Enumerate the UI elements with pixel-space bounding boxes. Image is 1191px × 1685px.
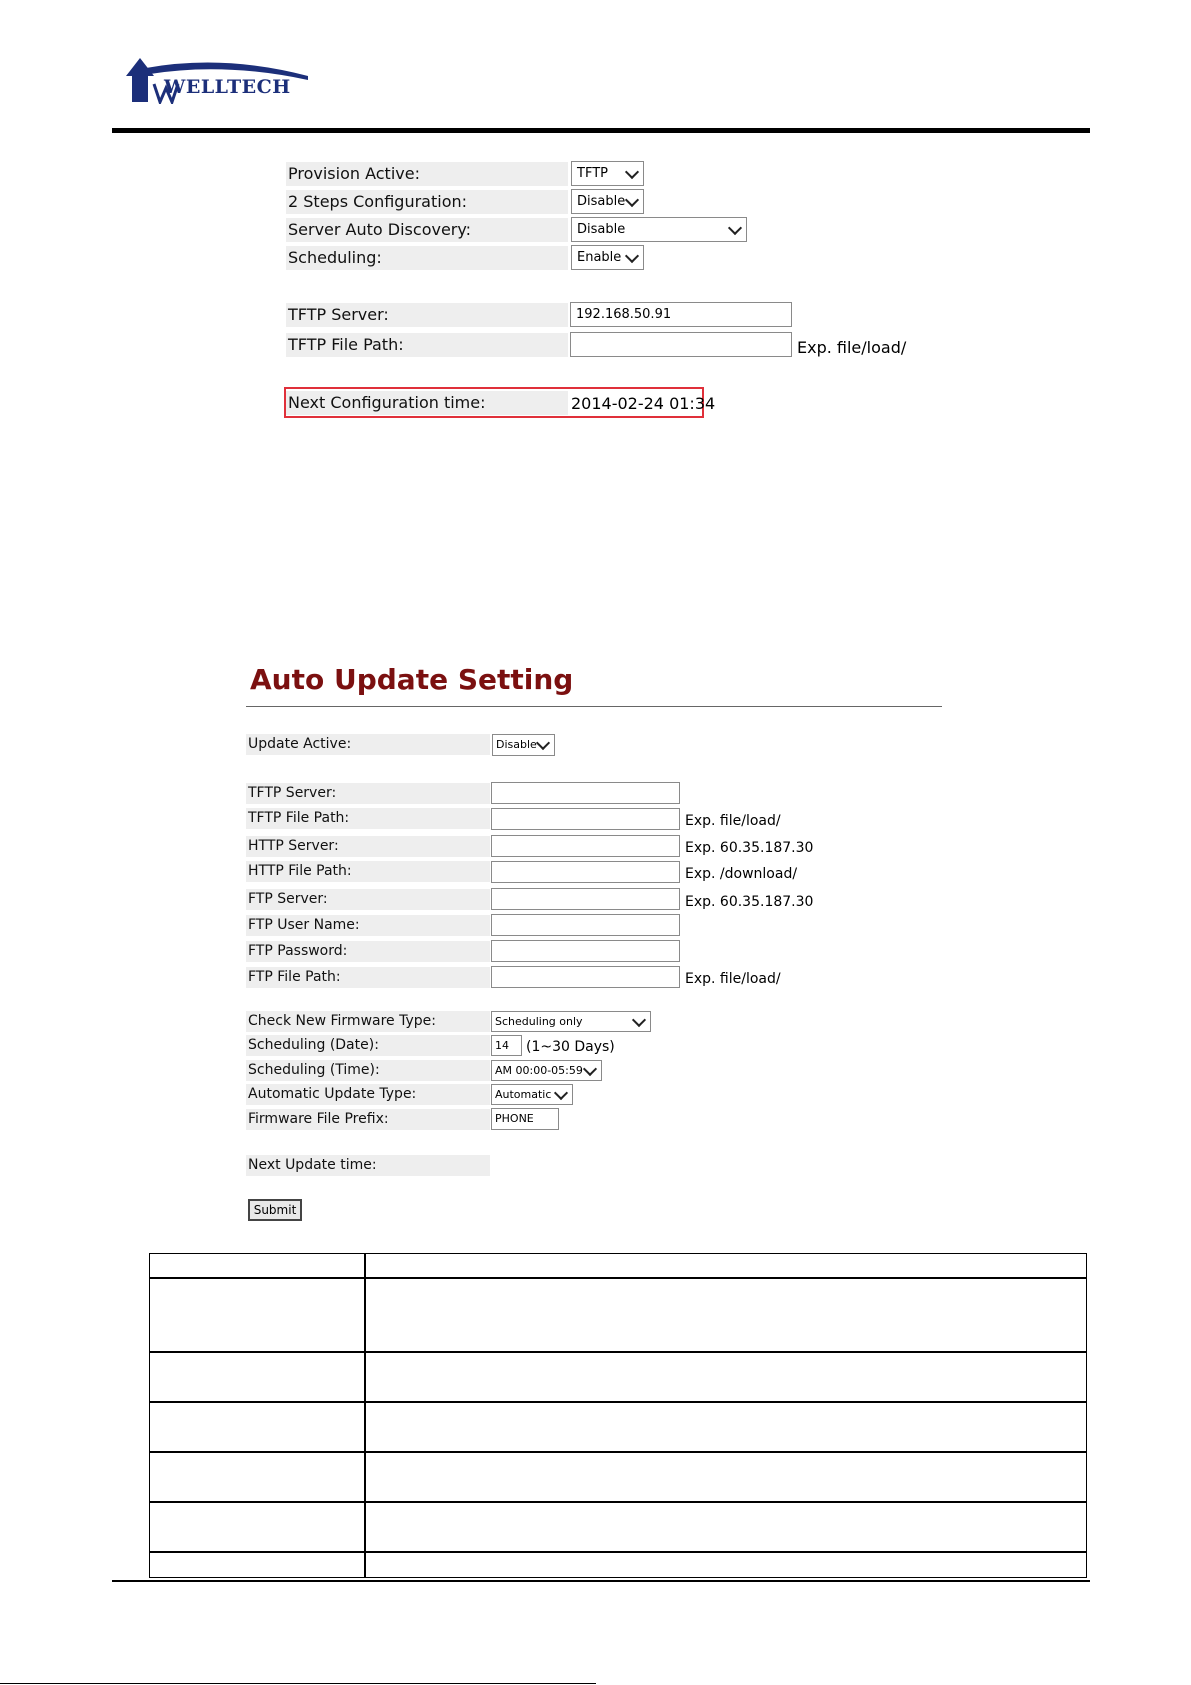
- auto-update-type-label: Automatic Update Type:: [246, 1084, 490, 1105]
- server-auto-discovery-label: Server Auto Discovery:: [286, 218, 568, 242]
- table-row-divider: [149, 1551, 1087, 1553]
- au-tftp-file-path-label: TFTP File Path:: [246, 808, 490, 829]
- scheduling-label: Scheduling:: [286, 246, 568, 270]
- tftp-file-path-hint: Exp. file/load/: [797, 338, 907, 357]
- au-ftp-file-path-hint: Exp. file/load/: [685, 971, 781, 987]
- provision-active-value: TFTP: [577, 166, 608, 181]
- logo-text: WELLTECH: [164, 76, 291, 98]
- table-row-divider: [149, 1401, 1087, 1403]
- au-tftp-file-path-input[interactable]: [491, 808, 680, 830]
- table-row-divider: [149, 1277, 1087, 1279]
- server-auto-discovery-select[interactable]: [571, 217, 747, 242]
- au-ftp-file-path-label: FTP File Path:: [246, 967, 490, 988]
- au-ftp-server-hint: Exp. 60.35.187.30: [685, 894, 814, 910]
- tftp-file-path-input[interactable]: [570, 332, 792, 357]
- table-row-divider: [149, 1351, 1087, 1353]
- prefix-input[interactable]: PHONE: [491, 1108, 559, 1130]
- au-ftp-server-input[interactable]: [491, 888, 680, 910]
- au-http-file-path-label: HTTP File Path:: [246, 861, 490, 882]
- sched-time-select[interactable]: [491, 1060, 602, 1081]
- au-ftp-server-label: FTP Server:: [246, 889, 490, 910]
- scheduling-value: Enable: [577, 250, 622, 265]
- au-tftp-server-label: TFTP Server:: [246, 783, 490, 804]
- chevron-down-icon: [625, 192, 639, 206]
- sched-time-value: AM 00:00-05:59: [495, 1064, 583, 1077]
- provision-active-label: Provision Active:: [286, 162, 568, 186]
- two-steps-value: Disable: [577, 194, 626, 209]
- au-http-file-path-input[interactable]: [491, 861, 680, 883]
- au-http-server-input[interactable]: [491, 835, 680, 857]
- tftp-server-label: TFTP Server:: [286, 303, 568, 327]
- page-title: Auto Update Setting: [250, 663, 574, 696]
- au-ftp-password-input[interactable]: [491, 940, 680, 962]
- table-row-divider: [149, 1451, 1087, 1453]
- table-column-divider: [364, 1253, 366, 1578]
- au-ftp-user-input[interactable]: [491, 914, 680, 936]
- server-auto-discovery-value: Disable: [577, 222, 626, 237]
- au-http-server-hint: Exp. 60.35.187.30: [685, 840, 814, 856]
- au-http-file-path-hint: Exp. /download/: [685, 866, 798, 882]
- au-ftp-password-label: FTP Password:: [246, 941, 490, 962]
- au-tftp-server-input[interactable]: [491, 782, 680, 804]
- chevron-down-icon: [536, 736, 550, 750]
- au-tftp-file-path-hint: Exp. file/load/: [685, 813, 781, 829]
- next-config-value: 2014-02-24 01:34: [571, 394, 716, 413]
- update-active-value: Disable: [496, 738, 537, 751]
- prefix-label: Firmware File Prefix:: [246, 1109, 490, 1130]
- sched-date-hint: (1~30 Days): [526, 1039, 615, 1055]
- two-steps-select[interactable]: [571, 189, 644, 214]
- chevron-down-icon: [728, 220, 742, 234]
- check-type-select[interactable]: [491, 1011, 651, 1032]
- submit-button[interactable]: Submit: [248, 1199, 302, 1221]
- au-http-server-label: HTTP Server:: [246, 836, 490, 857]
- sched-date-input[interactable]: 14: [491, 1035, 522, 1056]
- header-rule: [112, 128, 1090, 133]
- auto-update-type-value: Automatic: [495, 1088, 552, 1101]
- next-config-label: Next Configuration time:: [286, 391, 568, 415]
- sched-date-label: Scheduling (Date):: [246, 1035, 490, 1056]
- au-ftp-user-label: FTP User Name:: [246, 915, 490, 936]
- provision-active-select[interactable]: [571, 161, 644, 186]
- chevron-down-icon: [632, 1012, 646, 1026]
- bottom-rule: [0, 1683, 596, 1684]
- chevron-down-icon: [625, 164, 639, 178]
- chevron-down-icon: [625, 248, 639, 262]
- footer-rule: [112, 1580, 1090, 1582]
- sched-time-label: Scheduling (Time):: [246, 1060, 490, 1081]
- tftp-file-path-label: TFTP File Path:: [286, 333, 568, 357]
- update-active-label: Update Active:: [246, 734, 490, 755]
- au-ftp-file-path-input[interactable]: [491, 966, 680, 988]
- chevron-down-icon: [554, 1085, 568, 1099]
- auto-update-type-select[interactable]: [491, 1084, 573, 1105]
- tftp-server-input[interactable]: 192.168.50.91: [570, 302, 792, 327]
- next-update-label: Next Update time:: [246, 1155, 490, 1176]
- title-rule: [246, 706, 942, 707]
- table-row-divider: [149, 1501, 1087, 1503]
- description-table: [149, 1253, 1087, 1578]
- chevron-down-icon: [583, 1061, 597, 1075]
- scheduling-select[interactable]: [571, 245, 644, 270]
- check-type-value: Scheduling only: [495, 1015, 583, 1028]
- two-steps-label: 2 Steps Configuration:: [286, 190, 568, 214]
- check-type-label: Check New Firmware Type:: [246, 1011, 490, 1032]
- update-active-select[interactable]: [492, 734, 555, 756]
